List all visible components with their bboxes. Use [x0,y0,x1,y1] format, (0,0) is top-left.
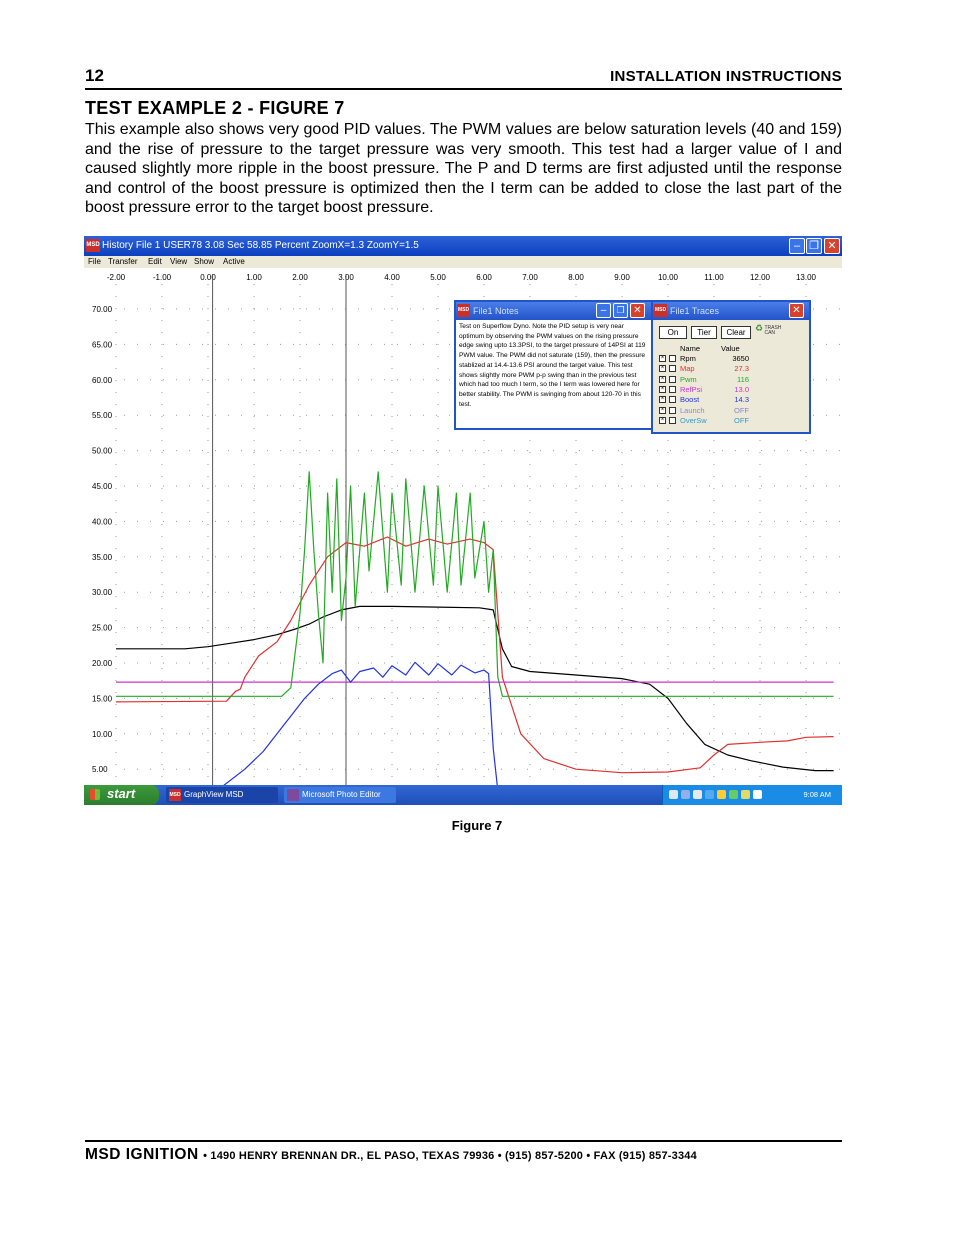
trace-name: Boost [680,395,700,405]
maximize-button[interactable]: ❐ [806,238,822,254]
x-tick-label: 7.00 [522,273,538,282]
notes-titlebar[interactable] [456,302,651,320]
menu-transfer[interactable]: Transfer [108,257,138,266]
footer-brand: MSD IGNITION [85,1146,199,1163]
y-tick-label: 70.00 [92,305,113,314]
y-tick-label: 5.00 [92,765,108,775]
y-tick-label: 10.00 [92,729,113,739]
series-boost [180,662,497,801]
y-tick-label: 30.00 [92,588,113,598]
trace-value: OFF [734,415,749,425]
notes-title: File1 Notes [473,306,519,316]
msd-app-icon: MSD [86,239,100,252]
x-tick-label: 2.00 [292,273,308,282]
system-tray [662,785,842,805]
trace-value: 3650 [732,354,749,363]
tray-icon[interactable] [681,790,690,799]
trace-name: Launch [680,405,705,415]
window-title: History File 1 USER78 3.08 Sec 58.85 Percent ZoomX=1.3 ZoomY=1.5 [102,240,419,251]
tray-icon[interactable] [717,790,726,799]
minimize-button[interactable]: – [789,238,805,254]
task-photo-editor-label: Microsoft Photo Editor [302,790,381,799]
trace-enable-checkbox[interactable]: × [660,385,665,392]
x-tick-label: 9.00 [614,273,630,282]
x-tick-label: 1.00 [246,273,262,282]
y-tick-label: 15.00 [92,694,113,704]
series-group [116,472,834,801]
trace-enable-checkbox[interactable]: × [660,406,665,413]
x-tick-label: 0.00 [200,273,216,282]
start-button[interactable] [84,785,159,805]
trace-value: 13.0 [734,384,749,394]
tier-button[interactable]: Tier [691,326,717,339]
task-graphview-label: GraphView MSD [184,790,244,799]
trace-name: OverSw [680,415,707,425]
traces-window[interactable] [651,300,811,434]
menu-show[interactable]: Show [194,257,215,266]
trace-row-pwm[interactable] [659,375,799,385]
figure-caption: Figure 7 [451,818,503,833]
screenshot-figure [84,236,842,805]
page-number: 12 [85,66,104,85]
tray-icon[interactable] [669,790,678,799]
x-tick-label: 8.00 [568,273,584,282]
series-pwm [116,472,834,697]
trace-tier-checkbox[interactable] [669,386,676,393]
section-title: TEST EXAMPLE 2 - FIGURE 7 [85,98,345,118]
taskbar [84,785,842,805]
trash-label: TRASH CAN [764,325,782,336]
trace-row-map[interactable] [659,364,799,374]
x-tick-label: 5.00 [430,273,446,282]
x-tick-label: 3.00 [338,273,354,282]
window-titlebar [84,236,842,256]
msd-traces-icon: MSD [654,304,667,317]
y-tick-label: 65.00 [92,340,113,350]
notes-close-button[interactable]: ✕ [630,303,645,318]
tray-icon[interactable] [753,790,762,799]
x-tick-label: 13.00 [795,273,817,282]
trace-name: RefPsi [680,384,703,394]
x-tick-label: -1.00 [152,273,172,282]
x-tick-label: 11.00 [704,273,724,282]
footer-address: • 1490 HENRY BRENNAN DR., EL PASO, TEXAS 79936 • (915) 857-5200 • FAX (915) 857-3344 [203,1150,697,1162]
trace-row-refpsi[interactable] [659,385,799,395]
menu-file[interactable]: File [88,257,101,266]
on-button[interactable]: On [659,326,687,339]
trace-tier-checkbox[interactable] [669,355,676,362]
clock: 9:08 AM [803,790,831,799]
x-tick-label: 10.00 [657,273,679,282]
tray-icon[interactable] [705,790,714,799]
trace-enable-checkbox[interactable]: × [660,365,665,372]
trace-name: Map [680,364,695,374]
y-tick-label: 35.00 [92,552,113,562]
traces-close-button[interactable]: ✕ [789,303,804,318]
task-photo-editor[interactable] [284,787,396,803]
trace-enable-checkbox[interactable]: × [660,355,665,361]
trace-row-rpm[interactable] [659,354,799,364]
y-tick-label: 50.00 [92,446,113,456]
col-name-header: Name [680,344,701,353]
notes-minimize-button[interactable]: – [596,303,611,318]
trace-tier-checkbox[interactable] [669,376,676,383]
section-body: This example also shows very good PID values. The PWM values are below saturation levels (40 and 159) and the rise of pressure to the target pressure was very smooth. This test had a larger value of I and caused slightly more ripple in the boost pressure. The P and D terms are first adjusted until the response and control of the boost pressure is optimized then the I term can be added to close the last part of the boost pressure error to the target boost pressure. [85,121,842,217]
trash-can-icon[interactable]: ♻ TRASH CAN [755,323,782,336]
start-label: start [107,786,136,801]
trace-name: Rpm [680,354,696,363]
header-title: INSTALLATION INSTRUCTIONS [610,68,842,85]
menu-edit[interactable]: Edit [148,257,162,266]
photo-editor-icon [287,789,299,801]
tray-icon[interactable] [693,790,702,799]
notes-window[interactable] [454,300,653,430]
clear-button[interactable]: Clear [721,326,751,339]
trace-value: 27.3 [734,364,749,374]
trace-tier-checkbox[interactable] [669,365,676,372]
trace-tier-checkbox[interactable] [669,417,676,424]
menu-bar [84,256,842,268]
x-tick-label: 12.00 [749,273,771,282]
trace-tier-checkbox[interactable] [669,407,676,414]
trace-value: 116 [737,374,749,384]
y-tick-label: 55.00 [92,411,113,421]
msd-notes-icon: MSD [457,304,470,317]
traces-title: File1 Traces [670,306,720,316]
y-tick-label: 45.00 [92,482,113,491]
trace-value: 14.3 [734,395,749,405]
page-header [85,64,842,90]
trace-row-boost[interactable] [659,395,799,405]
trace-value: OFF [734,405,749,415]
menu-active[interactable]: Active [223,257,245,266]
tray-icon[interactable] [741,790,750,799]
notes-maximize-button[interactable]: ❐ [613,303,628,318]
traces-titlebar[interactable] [653,302,809,320]
notes-text[interactable]: Test on Superflow Dyno. Note the PID setup is very near optimum by observing the PWM values on the rising pressure edge swing upto 13.3PSI, to the target pressure of 14PSI at 119 PWM value. The PWM did not saturate (159), then the pressure stablized at 14.4-13.6 PSI around the target value. This test shows slightly more PWM p-p swing than in the previous test which had too much I term, so the I term was lowered here for better stability. The PWM is swinging from about 120-70 in this test. [459,323,646,408]
x-tick-label: -2.00 [106,273,126,282]
trace-name: Pwm [680,374,697,384]
tray-icon[interactable] [729,790,738,799]
trace-row-oversw[interactable] [659,416,799,426]
y-tick-label: 20.00 [92,659,113,668]
msd-task-icon: MSD [169,789,181,801]
trace-enable-checkbox[interactable]: × [660,416,665,423]
windows-flag-icon [90,789,100,800]
y-tick-label: 40.00 [92,517,113,527]
y-tick-label: 60.00 [92,375,113,385]
trace-row-launch[interactable] [659,406,799,416]
y-tick-label: 25.00 [92,623,113,633]
menu-view[interactable]: View [170,257,188,266]
close-button[interactable]: ✕ [824,238,840,254]
trace-tier-checkbox[interactable] [669,396,676,403]
page-footer [85,1140,842,1164]
col-value-header: Value [721,344,740,353]
trace-enable-checkbox[interactable]: × [660,375,665,382]
trace-enable-checkbox[interactable]: × [660,396,665,403]
x-tick-label: 4.00 [384,273,400,282]
task-graphview[interactable] [166,787,278,803]
x-tick-label: 6.00 [476,273,492,282]
